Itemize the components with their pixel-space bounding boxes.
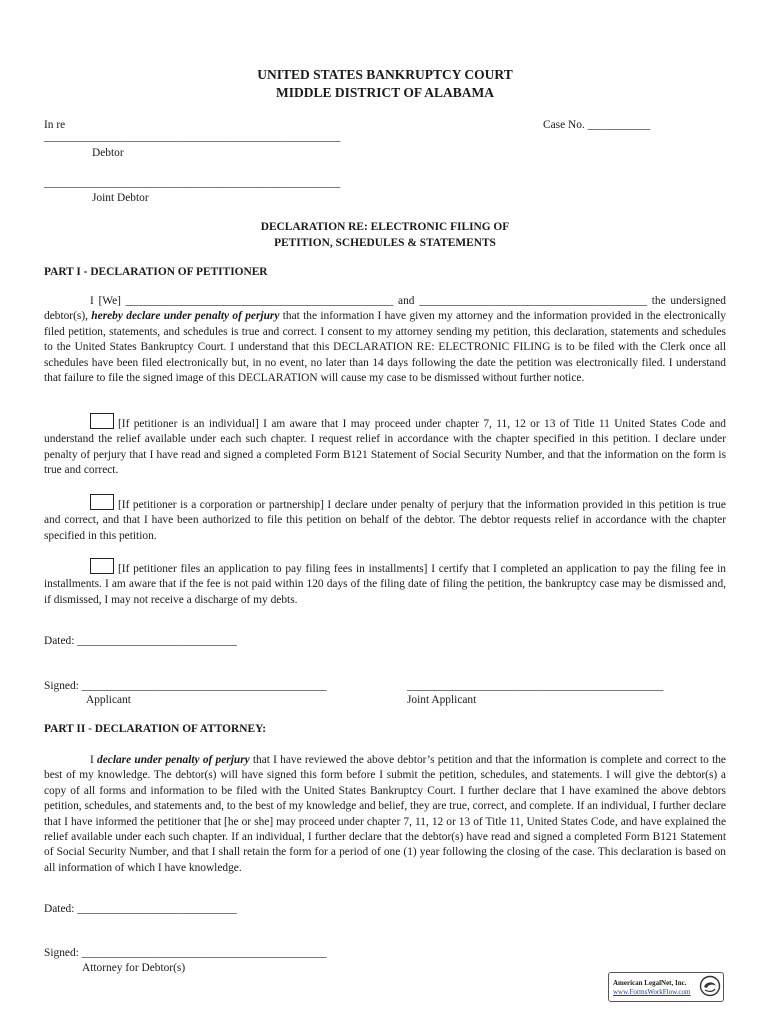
attorney-label: Attorney for Debtor(s) [82,962,186,974]
attorney-signature-field[interactable]: Signed: ___________________________________________ [44,947,327,959]
individual-checkbox[interactable] [90,413,114,429]
attorney-declaration-paragraph [44,753,726,876]
part2-heading: PART II - DECLARATION OF ATTORNEY: [44,723,267,735]
part2-start: I [90,754,98,766]
installments-option-paragraph [44,558,726,608]
joint-applicant-label: Joint Applicant [407,694,477,706]
installments-option-text: [If petitioner files an application to pay filing fees in installments] I certify that I completed an application to pay the filing fee in installments. I am aware that if the fee is not paid within 120 days of the filing date of filing the petition, the bankruptcy case may be dismissed and, if dismissed, I may not receive a discharge of my debts. [44,563,726,606]
joint-debtor-line[interactable]: ____________________________________________________ [44,177,341,189]
part2-body: that I have reviewed the above debtor’s petition and that the information is complete and correct to the best of my knowledge. The debtor(s) will have signed this form before I submit the petition, schedules, and statements. I will give the debtor(s) a copy of all forms and information to be filed with the United States Bankruptcy Court. I further declare that I have examined the above debtors petition, schedules, and statements and, to the best of my knowledge and belief, they are true, correct, and complete. If an individual, I further declare that I have informed the petitioner that [he or she] may proceed under chapter 7, 11, 12 or 13 of Title 11, United States Code, and have explained the relief available under each such chapter. If an individual, I further declare that the debtor(s) have read and signed a completed Form B121 Statement of Social Security Number, and that I shall retain the form for a period of one (1) year following the closing of the case. This declaration is based on all information of which I have knowledge. [44,754,726,874]
part1-intro-start: I [We] _______________________________________________ and ________________________________________ the undersigned debtor(s), [44,295,726,323]
part1-penalty-emphasis: hereby declare under penalty of perjury [91,310,280,323]
publisher-logo [608,972,724,1002]
joint-debtor-label: Joint Debtor [92,192,149,204]
document-title-line2: PETITION, SCHEDULES & STATEMENTS [274,237,496,249]
individual-option-paragraph [44,413,726,479]
corporation-option-text: [If petitioner is a corporation or partnership] I declare under penalty of perjury that the information provided in this petition is true and correct, and that I have been authorized to file this petition on behalf of the debtor. The debtor requests relief in accordance with the chapter specified in this petition. [44,499,726,542]
part1-intro-end: that the information I have given my attorney and the information provided in the electronically filed petition, statements, and schedules is true and correct. I consent to my attorney sending my petition, this declaration, statements and schedules to the United States Bankruptcy Court. I understand that this DECLARATION RE: ELECTRONIC FILING is to be filed with the Clerk once all schedules have been filed electronically but, in no event, no later than 14 days following the date the petition was electronically filed. I understand that failure to file the signed image of this DECLARATION will cause my case to be dismissed without further notice. [44,310,726,385]
publisher-name: American LegalNet, Inc. [613,979,687,987]
part1-heading: PART I - DECLARATION OF PETITIONER [44,266,268,278]
applicant-signature-field[interactable]: Signed: ___________________________________________ [44,680,327,692]
in-re-label: In re [44,119,66,131]
corporation-option-paragraph [44,494,726,544]
part2-penalty-emphasis: declare under penalty of perjury [97,754,250,766]
document-title-line1: DECLARATION RE: ELECTRONIC FILING OF [260,221,510,233]
district-name: MIDDLE DISTRICT OF ALABAMA [276,85,494,100]
part1-dated-field[interactable]: Dated: ____________________________ [44,635,237,647]
part1-declaration-paragraph [44,294,726,386]
part2-dated-field[interactable]: Dated: ____________________________ [44,903,237,915]
corporation-checkbox[interactable] [90,494,114,510]
publisher-website-link[interactable]: www.FormsWorkFlow.com [613,988,691,996]
publisher-seal-icon [699,975,721,997]
installments-checkbox[interactable] [90,558,114,574]
applicant-label: Applicant [86,694,131,706]
court-name: UNITED STATES BANKRUPTCY COURT [257,67,513,82]
debtor-label: Debtor [92,147,124,159]
individual-option-text: [If petitioner is an individual] I am aware that I may proceed under chapter 7, 11, 12 or 13 of Title 11 United States Code and understand the relief available under each such chapter. I request relief in accordance with the chapter specified in this petition. I declare under penalty of perjury that I have read and signed a completed Form B121 Statement of Social Security Number, and that the information on the form is true and correct. [44,418,726,477]
joint-applicant-signature-field[interactable]: _____________________________________________ [407,680,664,692]
case-number-field[interactable]: Case No. ___________ [543,119,651,131]
debtor-line[interactable]: ____________________________________________________ [44,131,341,143]
